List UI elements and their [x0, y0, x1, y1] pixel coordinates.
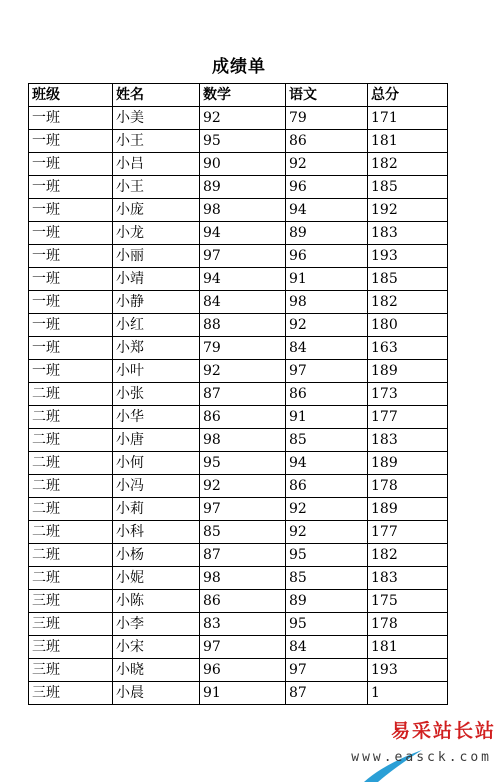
cell-name: 小晨 — [113, 682, 200, 705]
cell-chinese: 94 — [286, 452, 368, 475]
cell-class: 三班 — [29, 682, 113, 705]
cell-total: 181 — [368, 636, 448, 659]
table-row — [29, 682, 448, 705]
cell-math: 98 — [200, 429, 286, 452]
table-row — [29, 636, 448, 659]
header-math: 数学 — [200, 84, 286, 107]
cell-class: 二班 — [29, 452, 113, 475]
header-chinese: 语文 — [286, 84, 368, 107]
cell-math: 95 — [200, 130, 286, 153]
cell-math: 94 — [200, 268, 286, 291]
table-row — [29, 452, 448, 475]
cell-name: 小张 — [113, 383, 200, 406]
cell-class: 一班 — [29, 176, 113, 199]
cell-class: 一班 — [29, 337, 113, 360]
cell-math: 97 — [200, 498, 286, 521]
cell-math: 97 — [200, 245, 286, 268]
cell-math: 98 — [200, 567, 286, 590]
cell-total: 183 — [368, 567, 448, 590]
cell-math: 89 — [200, 176, 286, 199]
cell-math: 86 — [200, 590, 286, 613]
cell-name: 小冯 — [113, 475, 200, 498]
cell-class: 三班 — [29, 590, 113, 613]
cell-chinese: 84 — [286, 636, 368, 659]
cell-class: 三班 — [29, 659, 113, 682]
cell-chinese: 96 — [286, 176, 368, 199]
cell-name: 小吕 — [113, 153, 200, 176]
cell-total: 192 — [368, 199, 448, 222]
cell-chinese: 96 — [286, 245, 368, 268]
cell-chinese: 85 — [286, 429, 368, 452]
cell-class: 三班 — [29, 636, 113, 659]
table-row — [29, 337, 448, 360]
cell-math: 96 — [200, 659, 286, 682]
cell-name: 小晓 — [113, 659, 200, 682]
cell-chinese: 92 — [286, 153, 368, 176]
cell-name: 小李 — [113, 613, 200, 636]
cell-chinese: 95 — [286, 544, 368, 567]
cell-math: 95 — [200, 452, 286, 475]
cell-name: 小靖 — [113, 268, 200, 291]
cell-name: 小郑 — [113, 337, 200, 360]
cell-name: 小王 — [113, 176, 200, 199]
cell-chinese: 79 — [286, 107, 368, 130]
table-row — [29, 613, 448, 636]
cell-total: 193 — [368, 659, 448, 682]
table-row — [29, 521, 448, 544]
cell-math: 85 — [200, 521, 286, 544]
cell-chinese: 97 — [286, 360, 368, 383]
cell-total: 175 — [368, 590, 448, 613]
cell-chinese: 89 — [286, 590, 368, 613]
cell-chinese: 84 — [286, 337, 368, 360]
cell-math: 98 — [200, 199, 286, 222]
header-name: 姓名 — [113, 84, 200, 107]
cell-total: 173 — [368, 383, 448, 406]
cell-math: 94 — [200, 222, 286, 245]
cell-class: 二班 — [29, 475, 113, 498]
cell-name: 小红 — [113, 314, 200, 337]
cell-chinese: 86 — [286, 383, 368, 406]
cell-math: 84 — [200, 291, 286, 314]
cell-class: 二班 — [29, 383, 113, 406]
table-row — [29, 176, 448, 199]
cell-chinese: 92 — [286, 521, 368, 544]
cell-total: 183 — [368, 222, 448, 245]
cell-name: 小华 — [113, 406, 200, 429]
cell-total: 177 — [368, 406, 448, 429]
cell-class: 二班 — [29, 567, 113, 590]
cell-math: 92 — [200, 107, 286, 130]
cell-name: 小唐 — [113, 429, 200, 452]
cell-class: 二班 — [29, 498, 113, 521]
cell-total: 1 — [368, 682, 448, 705]
cell-class: 二班 — [29, 429, 113, 452]
cell-total: 189 — [368, 498, 448, 521]
cell-chinese: 92 — [286, 498, 368, 521]
cell-class: 一班 — [29, 107, 113, 130]
cell-class: 一班 — [29, 222, 113, 245]
cell-chinese: 92 — [286, 314, 368, 337]
cell-total: 182 — [368, 291, 448, 314]
cell-name: 小龙 — [113, 222, 200, 245]
table-row — [29, 314, 448, 337]
table-row — [29, 360, 448, 383]
cell-class: 二班 — [29, 406, 113, 429]
table-row — [29, 475, 448, 498]
cell-class: 一班 — [29, 291, 113, 314]
cell-chinese: 89 — [286, 222, 368, 245]
cell-chinese: 94 — [286, 199, 368, 222]
cell-total: 171 — [368, 107, 448, 130]
table-row — [29, 383, 448, 406]
cell-name: 小美 — [113, 107, 200, 130]
table-row — [29, 567, 448, 590]
cell-total: 182 — [368, 544, 448, 567]
cell-math: 86 — [200, 406, 286, 429]
cell-total: 189 — [368, 452, 448, 475]
cell-chinese: 97 — [286, 659, 368, 682]
cell-chinese: 87 — [286, 682, 368, 705]
cell-total: 185 — [368, 176, 448, 199]
cell-class: 一班 — [29, 314, 113, 337]
table-header-row — [29, 84, 448, 107]
cell-name: 小庞 — [113, 199, 200, 222]
cell-total: 178 — [368, 475, 448, 498]
cell-math: 79 — [200, 337, 286, 360]
cell-class: 二班 — [29, 521, 113, 544]
cell-name: 小科 — [113, 521, 200, 544]
cell-class: 三班 — [29, 613, 113, 636]
table-row — [29, 268, 448, 291]
cell-class: 一班 — [29, 199, 113, 222]
watermark-site-name: 易采站长站 — [390, 720, 496, 742]
cell-math: 92 — [200, 475, 286, 498]
cell-chinese: 98 — [286, 291, 368, 314]
cell-total: 178 — [368, 613, 448, 636]
cell-math: 83 — [200, 613, 286, 636]
table-row — [29, 659, 448, 682]
cell-math: 88 — [200, 314, 286, 337]
table-row — [29, 429, 448, 452]
cell-name: 小叶 — [113, 360, 200, 383]
cell-name: 小静 — [113, 291, 200, 314]
cell-class: 一班 — [29, 268, 113, 291]
cell-class: 一班 — [29, 360, 113, 383]
cell-math: 87 — [200, 383, 286, 406]
cell-name: 小宋 — [113, 636, 200, 659]
table-row — [29, 130, 448, 153]
table-row — [29, 199, 448, 222]
cell-math: 92 — [200, 360, 286, 383]
table-row — [29, 498, 448, 521]
cell-name: 小杨 — [113, 544, 200, 567]
cell-chinese: 91 — [286, 268, 368, 291]
cell-total: 183 — [368, 429, 448, 452]
cell-name: 小何 — [113, 452, 200, 475]
cell-name: 小莉 — [113, 498, 200, 521]
cell-name: 小丽 — [113, 245, 200, 268]
cell-chinese: 91 — [286, 406, 368, 429]
watermark — [351, 714, 500, 776]
cell-math: 87 — [200, 544, 286, 567]
cell-name: 小王 — [113, 130, 200, 153]
cell-math: 91 — [200, 682, 286, 705]
cell-total: 185 — [368, 268, 448, 291]
cell-total: 193 — [368, 245, 448, 268]
table-row — [29, 590, 448, 613]
table-row — [29, 406, 448, 429]
table-row — [29, 107, 448, 130]
header-total: 总分 — [368, 84, 448, 107]
cell-chinese: 85 — [286, 567, 368, 590]
cell-total: 189 — [368, 360, 448, 383]
watermark-url: www.easck.com — [351, 750, 492, 765]
cell-class: 一班 — [29, 245, 113, 268]
cell-class: 一班 — [29, 153, 113, 176]
cell-class: 一班 — [29, 130, 113, 153]
cell-total: 182 — [368, 153, 448, 176]
cell-name: 小妮 — [113, 567, 200, 590]
cell-total: 181 — [368, 130, 448, 153]
cell-math: 90 — [200, 153, 286, 176]
table-row — [29, 153, 448, 176]
table-body — [29, 107, 448, 705]
cell-chinese: 86 — [286, 130, 368, 153]
cell-class: 二班 — [29, 544, 113, 567]
grades-table — [28, 83, 448, 705]
table-row — [29, 291, 448, 314]
table-row — [29, 544, 448, 567]
cell-total: 180 — [368, 314, 448, 337]
cell-name: 小陈 — [113, 590, 200, 613]
table-row — [29, 222, 448, 245]
page-title: 成绩单 — [212, 57, 266, 77]
cell-total: 163 — [368, 337, 448, 360]
cell-chinese: 86 — [286, 475, 368, 498]
cell-total: 177 — [368, 521, 448, 544]
cell-chinese: 95 — [286, 613, 368, 636]
header-class: 班级 — [29, 84, 113, 107]
cell-math: 97 — [200, 636, 286, 659]
table-row — [29, 245, 448, 268]
